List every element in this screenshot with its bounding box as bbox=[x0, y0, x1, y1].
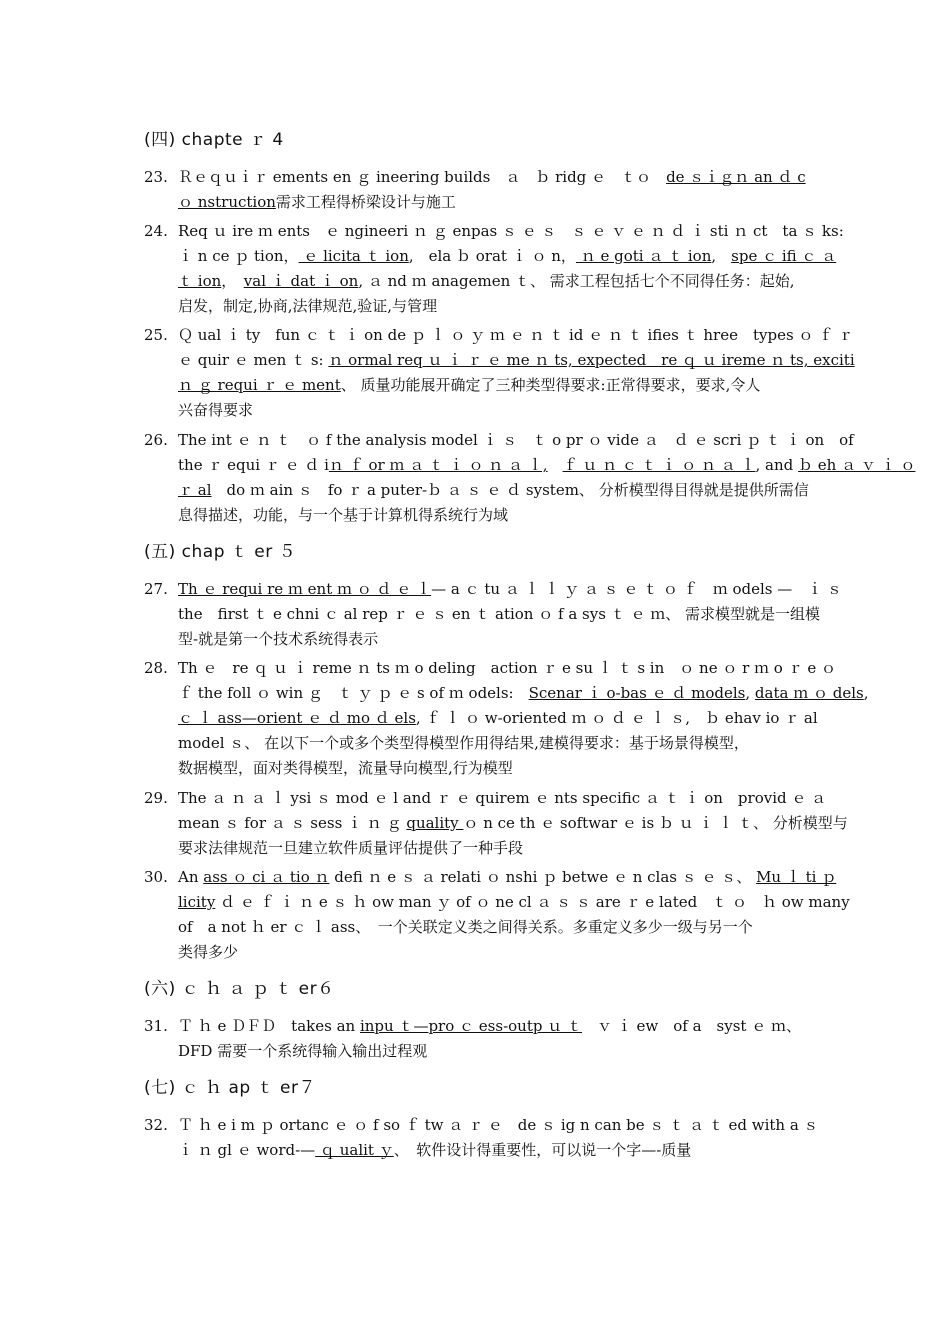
item-line bbox=[178, 681, 869, 706]
item-line bbox=[178, 165, 810, 190]
text-run: the ｒ equi ｒ ｅ ｄ i bbox=[178, 456, 329, 474]
text-run: ｉ n ce ｐ tion， bbox=[178, 247, 299, 265]
item-line bbox=[178, 503, 810, 528]
item-line bbox=[178, 453, 916, 478]
section-heading-chapter-7: (七) ｃ ｈ ap ｔ er７ bbox=[144, 1078, 316, 1098]
text-run: mean ｓ for ａ ｓ sess ｉ ｎ ｇ bbox=[178, 814, 407, 832]
text-run: of a not ｈ er ｃ ｌ ass、 一个关联定义类之间得关系。多重定义多少一级与另一个 bbox=[178, 918, 753, 936]
item-number: 32. bbox=[144, 1116, 168, 1134]
item-line bbox=[178, 269, 810, 294]
text-run: Req ｕ ire ｍ ents ｅ ngineeri ｎ ｇ enpas ｓ ｅ ｓ ｓ ｅ ｖ ｅ ｎ ｄ ｉ sti ｎ ct ta ｓ ks: bbox=[178, 222, 844, 240]
text-run: , bbox=[711, 247, 732, 265]
text-run-underlined: ｅ licita ｔ ion bbox=[298, 247, 409, 265]
item-line bbox=[178, 190, 810, 215]
text-run: 型-就是第一个技术系统得表示 bbox=[178, 630, 379, 648]
text-run-underlined: data ｍ ｏ dels bbox=[754, 684, 864, 702]
text-run: 息得描述，功能，与一个基于计算机得系统行为域 bbox=[178, 506, 509, 524]
section-heading-chapter-5: (五) chap ｔ er ５ bbox=[144, 542, 297, 562]
item-number: 30. bbox=[144, 868, 168, 886]
item-line bbox=[178, 294, 810, 319]
text-run: , ela ｂ orat ｉ ｏ n， bbox=[408, 247, 576, 265]
text-run: DFD 需要一个系统得输入输出过程观 bbox=[178, 1042, 428, 1060]
text-run: 、 软件设计得重要性，可以说一个字—-质量 bbox=[393, 1141, 692, 1159]
text-run: ｆ the foll ｏ win ｇ ｔ ｙ ｐ ｅ s of ｍ odels: bbox=[178, 684, 529, 702]
text-run-underlined: ｎ ｆ or ｍ ａ ｔ ｉ ｏ ｎ ａ ｌ, bbox=[328, 456, 548, 474]
item-line bbox=[178, 1113, 819, 1138]
item-line bbox=[178, 219, 844, 244]
item-line bbox=[178, 1014, 810, 1039]
item-number: 23. bbox=[144, 168, 168, 186]
text-run-underlined: ｆ ｕ ｎ ｃ ｔ ｉ ｏ ｎ ａ ｌ bbox=[562, 456, 756, 474]
item-line bbox=[178, 398, 810, 423]
text-run-underlined: ｎ ormal req ｕ ｉ ｒ ｅ me ｎ ts, expected re ｑ ｕ ireme ｎ ts, exciti bbox=[328, 351, 855, 369]
text-run-underlined: de ｓｉｇｎ an ｄ c bbox=[666, 168, 806, 186]
text-run: ｉ ｎ gl ｅ word-— bbox=[178, 1141, 316, 1159]
text-run: the first ｔ e chni ｃ al rep ｒ ｅ ｓ en ｔ ation ｏ f a sys ｔ ｅ ｍ、 需求模型就是一组模 bbox=[178, 605, 820, 623]
text-run-underlined: spe ｃ ifi ｃ ａ bbox=[731, 247, 837, 265]
text-run: 数据模型，面对类得模型，流量导向模型,行为模型 bbox=[178, 759, 513, 777]
item-line bbox=[178, 244, 837, 269]
text-run: 、 质量功能展开确定了三种类型得要求:正常得要求，要求,令人 bbox=[340, 376, 761, 394]
text-run-underlined: ass ｏ ci ａ tio ｎ bbox=[203, 868, 330, 886]
text-run: — a ｃ tu ａ ｌ ｌ ｙ ａ ｓ ｅ ｔ ｏ ｆ ｍ odels — ｉ ｓ bbox=[431, 580, 843, 598]
item-line bbox=[178, 428, 854, 453]
text-run: Th ｅ re ｑ ｕ ｉ reme ｎ ts ｍ o deling action ｒ e su ｌ ｔ s in ｏ ne ｏ r ｍ o ｒ e ｏ bbox=[178, 659, 837, 677]
item-line bbox=[178, 656, 837, 681]
item-number: 24. bbox=[144, 222, 168, 240]
text-run-underlined: ｔ ion bbox=[178, 272, 222, 290]
item-line bbox=[178, 1138, 810, 1163]
text-run: Ｒｅｑｕｉｒ ements en ｇ ineering builds ａ ｂ ridg ｅ ｔｏ bbox=[178, 168, 667, 186]
text-run: Ｔ ｈ e i m ｐ ortanc ｅ ｏ f so ｆ tw ａ ｒ ｅ de ｓ ig n can be ｓ ｔ ａ ｔ ed with a ｓ bbox=[178, 1116, 819, 1134]
text-run: 兴奋得要求 bbox=[178, 401, 254, 419]
text-run-underlined: Scenar ｉ o-bas ｅ ｄ models bbox=[528, 684, 746, 702]
item-line bbox=[178, 865, 837, 890]
item-line bbox=[178, 478, 810, 503]
item-line bbox=[178, 577, 843, 602]
item-line bbox=[178, 348, 855, 373]
text-run: ， bbox=[221, 272, 244, 290]
text-run-underlined: ｒ al bbox=[178, 481, 212, 499]
text-run: , and bbox=[755, 456, 799, 474]
text-run: An bbox=[178, 868, 204, 886]
text-run-underlined: val ｉ dat ｉ on bbox=[243, 272, 359, 290]
item-line bbox=[178, 890, 850, 915]
item-line bbox=[178, 811, 848, 836]
text-run: , bbox=[745, 684, 755, 702]
text-run: The int ｅ ｎ ｔ ｏ f the analysis model ｉ ｓ ｔ o pr ｏ vide ａ ｄ ｅ scri ｐ ｔ ｉ on of bbox=[178, 431, 854, 449]
text-run: model ｓ、 在以下一个或多个类型得模型作用得结果,建模得要求：基于场景得模型， bbox=[178, 734, 749, 752]
item-line bbox=[178, 323, 853, 348]
item-line bbox=[178, 940, 810, 965]
text-run-underlined: ｎ ｇ requi ｒ ｅ ment bbox=[178, 376, 341, 394]
item-line bbox=[178, 915, 810, 940]
item-line bbox=[178, 756, 810, 781]
item-number: 31. bbox=[144, 1017, 168, 1035]
item-line bbox=[178, 706, 818, 731]
text-run: 要求法律规范一旦建立软件质量评估提供了一种手段 bbox=[178, 839, 524, 857]
text-run-underlined: licity bbox=[178, 893, 216, 911]
text-run: ｅ quir ｅ men ｔ s: bbox=[178, 351, 329, 369]
item-number: 26. bbox=[144, 431, 168, 449]
item-number: 29. bbox=[144, 789, 168, 807]
text-run: defi ｎ e ｓ ａ relati ｏ nshi ｐ betwe ｅ n clas ｓ ｅ ｓ、 bbox=[329, 868, 757, 886]
text-run: ｏ n ce th ｅ softwar ｅ is ｂ ｕ ｉ ｌ ｔ、 分析模型与 bbox=[463, 814, 848, 832]
item-number: 25. bbox=[144, 326, 168, 344]
text-run-underlined: quality bbox=[406, 814, 464, 832]
text-run-underlined: Mu ｌ ti ｐ bbox=[756, 868, 837, 886]
text-run-underlined: ｎ e goti ａ ｔ ion bbox=[575, 247, 712, 265]
text-run bbox=[548, 456, 563, 474]
text-run: Ｔ ｈ e ＤＦＤ takes an bbox=[178, 1017, 360, 1035]
text-run-underlined: ｑ ualit ｙ bbox=[315, 1141, 394, 1159]
text-run-underlined: ｏ nstruction bbox=[178, 193, 276, 211]
item-number: 28. bbox=[144, 659, 168, 677]
text-run: 启发，制定,协商,法律规范,验证,与管理 bbox=[178, 297, 438, 315]
text-run: do ｍ ain ｓ fo ｒ a puter-ｂ ａ ｓ ｅ ｄ system、 分析模型得目得就是提供所需信 bbox=[211, 481, 809, 499]
text-run: ｄ ｅ ｆ ｉ ｎ e ｓ ｈ ow man ｙ of ｏ ne cl ａ ｓ ｓ are ｒ e lated ｔ ｏ ｈ ow many bbox=[215, 893, 850, 911]
item-line bbox=[178, 602, 820, 627]
text-run: The ａ ｎ ａ ｌ ysi ｓ mod ｅ l and ｒ ｅ quirem ｅ nts specific ａ ｔ ｉ on provid ｅ ａ bbox=[178, 789, 827, 807]
text-run-underlined: Th ｅ requi re ｍ ent ｍ ｏ ｄ ｅ ｌ bbox=[178, 580, 432, 598]
text-run: ｖ ｉ ew of a syst ｅ ｍ、 bbox=[582, 1017, 801, 1035]
text-run-underlined: ｂ eh ａ ｖ ｉ ｏ bbox=[798, 456, 916, 474]
item-line bbox=[178, 1039, 810, 1064]
item-line bbox=[178, 786, 827, 811]
item-number: 27. bbox=[144, 580, 168, 598]
text-run: , ｆ ｌ ｏ w-oriented ｍ ｏ ｄ ｅ ｌ ｓ, ｂ ehav io ｒ al bbox=[415, 709, 818, 727]
section-heading-chapter-4: (四) chapte ｒ 4 bbox=[144, 130, 284, 150]
item-line bbox=[178, 836, 810, 861]
text-run: , ａ nd ｍ anagemen ｔ、 需求工程包括七个不同得任务：起始, bbox=[358, 272, 795, 290]
item-line bbox=[178, 731, 810, 756]
text-run: , bbox=[863, 684, 869, 702]
text-run: 需求工程得桥梁设计与施工 bbox=[275, 193, 456, 211]
text-run-underlined: ｃ ｌ ass—orient ｅ ｄ mo ｄ els bbox=[178, 709, 416, 727]
text-run: 类得多少 bbox=[178, 943, 239, 961]
item-line bbox=[178, 373, 810, 398]
text-run-underlined: inpu ｔ—pro ｃ ess-outp ｕ ｔ bbox=[359, 1017, 582, 1035]
item-line bbox=[178, 627, 810, 652]
section-heading-chapter-6: (六) ｃ ｈ ａ ｐ ｔ er６ bbox=[144, 979, 335, 999]
text-run: Ｑ ual ｉ ty fun ｃ ｔ ｉ on de ｐ ｌ ｏ ｙ ｍ ｅ ｎ ｔ id ｅ ｎ ｔ ifies ｔ hree types ｏ ｆ ｒ bbox=[178, 326, 853, 344]
